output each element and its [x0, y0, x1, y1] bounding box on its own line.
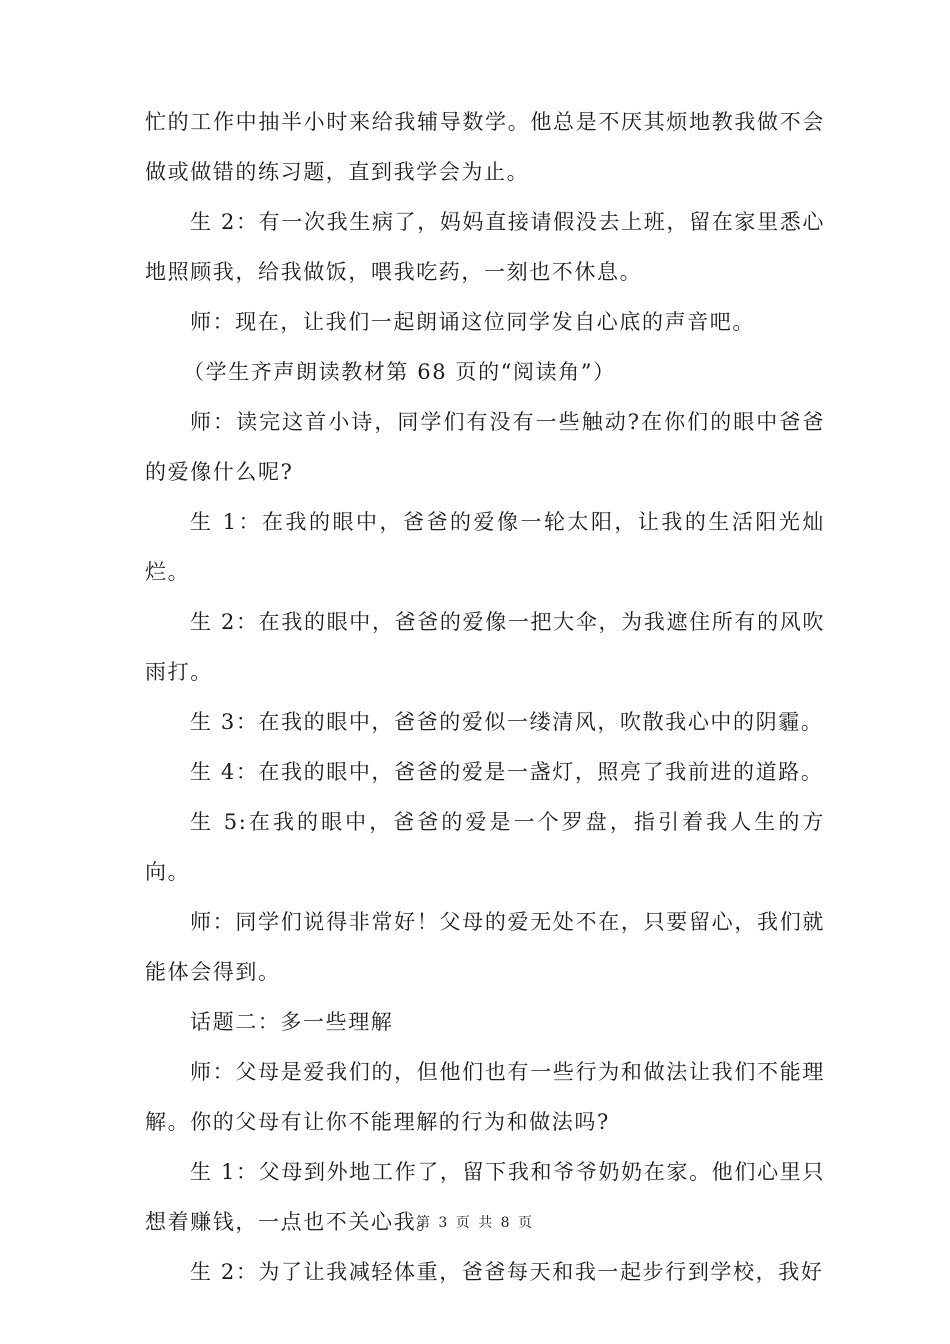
section-heading: 话题二：多一些理解	[190, 1010, 394, 1034]
document-body	[145, 97, 825, 1297]
paragraph: 师：现在，让我们一起朗诵这位同学发自心底的声音吧。	[190, 310, 755, 334]
paragraph: 生 2：有一次我生病了，妈妈直接请假没去上班，留在家里悉心地照顾我，给我做饭，喂我吃药，一刻也不休息。	[145, 210, 825, 284]
paragraph: 师：同学们说得非常好！父母的爱无处不在，只要留心，我们就能体会得到。	[145, 910, 825, 984]
paragraph: 生 1：父母到外地工作了，留下我和爷爷奶奶在家。他们心里只想着赚钱，一点也不关心我。	[145, 1160, 825, 1234]
paragraph: 师：读完这首小诗，同学们有没有一些触动?在你们的眼中爸爸的爱像什么呢?	[145, 410, 825, 484]
paragraph: 师：父母是爱我们的，但他们也有一些行为和做法让我们不能理解。你的父母有让你不能理解的行为和做法吗?	[145, 1060, 825, 1134]
paragraph: （学生齐声朗读教材第 68 页的“阅读角”）	[183, 360, 616, 384]
paragraph: 生 1：在我的眼中，爸爸的爱像一轮太阳，让我的生活阳光灿烂。	[145, 510, 825, 584]
paragraph: 生 2：在我的眼中，爸爸的爱像一把大伞，为我遮住所有的风吹雨打。	[145, 610, 825, 684]
paragraph: 忙的工作中抽半小时来给我辅导数学。他总是不厌其烦地教我做不会做或做错的练习题，直到我学会为止。	[145, 110, 825, 184]
paragraph: 生 2：为了让我减轻体重，爸爸每天和我一起步行到学校，我好	[190, 1260, 824, 1284]
paragraph: 生 5:在我的眼中，爸爸的爱是一个罗盘，指引着我人生的方向。	[145, 810, 825, 884]
paragraph: 生 4：在我的眼中，爸爸的爱是一盏灯，照亮了我前进的道路。	[190, 760, 824, 784]
paragraph: 生 3：在我的眼中，爸爸的爱似一缕清风，吹散我心中的阴霾。	[190, 710, 824, 734]
page-footer: 第 3 页 共 8 页	[415, 1215, 535, 1231]
